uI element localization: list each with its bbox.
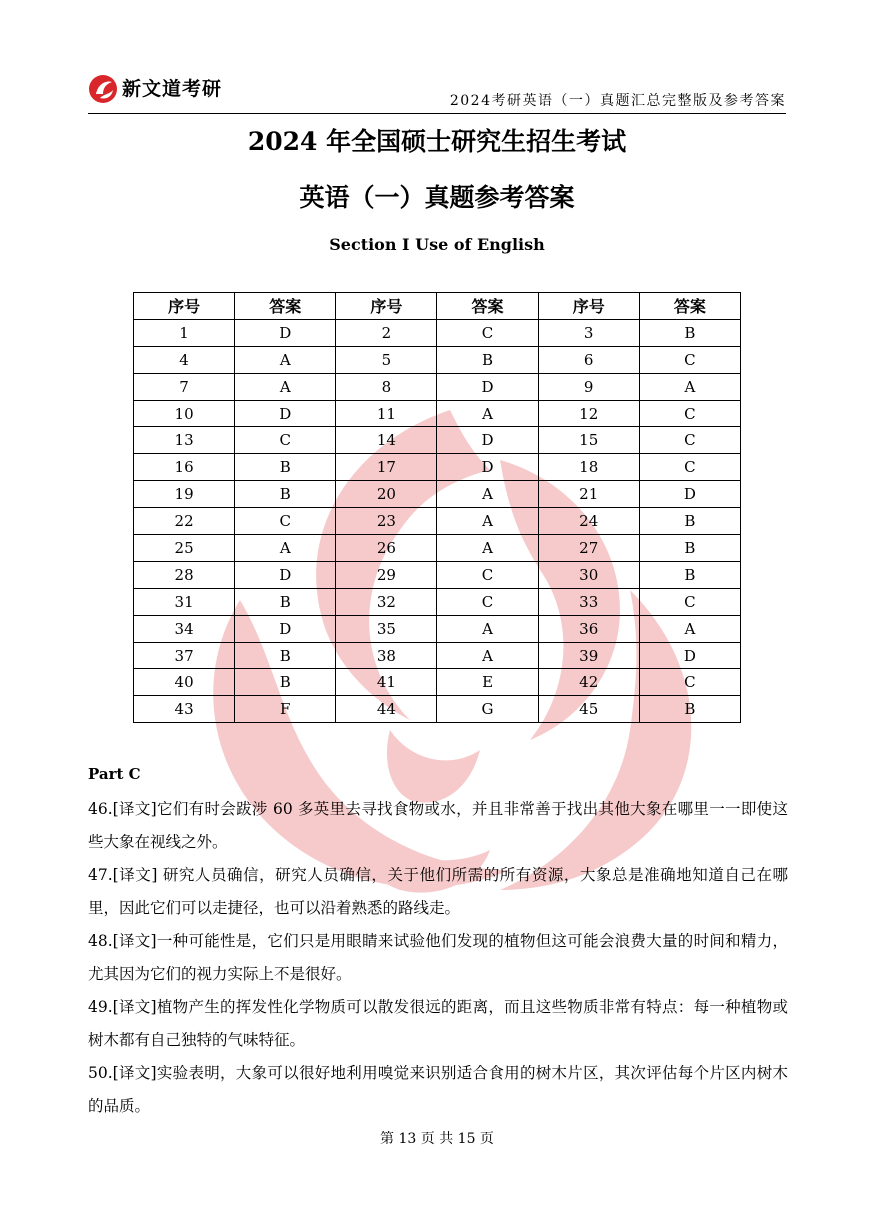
table-row <box>134 373 741 400</box>
question-number-cell: 8 <box>336 373 437 400</box>
question-number-cell: 35 <box>336 615 437 642</box>
answer-cell: D <box>235 400 336 427</box>
table-row <box>134 481 741 508</box>
answer-cell: C <box>437 561 538 588</box>
document-title: 2024考研英语（一）真题汇总完整版及参考答案 <box>449 93 786 109</box>
question-number-cell: 42 <box>538 669 639 696</box>
answer-cell: A <box>437 508 538 535</box>
answer-cell: B <box>437 346 538 373</box>
table-row <box>134 696 741 723</box>
translation-48: 48.[译文]一种可能性是，它们只是用眼睛来试验他们发现的植物但这可能会浪费大量的时间和精力，尤其因为它们的视力实际上不是很好。 <box>88 932 788 983</box>
table-row <box>134 615 741 642</box>
header-number: 序号 <box>336 293 437 320</box>
header-answer: 答案 <box>639 293 740 320</box>
question-number-cell: 7 <box>134 373 235 400</box>
answer-cell: A <box>235 346 336 373</box>
answer-cell: A <box>437 400 538 427</box>
table-header-row <box>134 293 741 320</box>
question-number-cell: 13 <box>134 427 235 454</box>
answer-cell: D <box>235 615 336 642</box>
answer-cell: A <box>437 481 538 508</box>
answer-cell: C <box>235 508 336 535</box>
answer-cell: D <box>437 427 538 454</box>
question-number-cell: 17 <box>336 454 437 481</box>
answer-cell: D <box>437 373 538 400</box>
translation-47: 47.[译文] 研究人员确信，研究人员确信，关于他们所需的所有资源，大象总是准确地知道自己在哪里，因此它们可以走捷径，也可以沿着熟悉的路线走。 <box>88 866 788 917</box>
table-row <box>134 669 741 696</box>
table-row <box>134 508 741 535</box>
question-number-cell: 29 <box>336 561 437 588</box>
brand-name: 新文道考研 <box>122 78 223 100</box>
table-row <box>134 400 741 427</box>
table-row <box>134 346 741 373</box>
question-number-cell: 27 <box>538 535 639 562</box>
table-row <box>134 427 741 454</box>
question-number-cell: 36 <box>538 615 639 642</box>
question-number-cell: 32 <box>336 588 437 615</box>
answer-cell: D <box>235 561 336 588</box>
answer-cell: B <box>235 481 336 508</box>
answer-cell: D <box>437 454 538 481</box>
page-header <box>88 70 786 114</box>
answer-cell: B <box>235 642 336 669</box>
answer-cell: A <box>437 642 538 669</box>
question-number-cell: 26 <box>336 535 437 562</box>
question-number-cell: 25 <box>134 535 235 562</box>
table-row <box>134 454 741 481</box>
answer-cell: A <box>437 535 538 562</box>
header-number: 序号 <box>134 293 235 320</box>
section-heading: Section I Use of English <box>329 235 545 254</box>
answer-cell: C <box>639 588 740 615</box>
question-number-cell: 33 <box>538 588 639 615</box>
table-row <box>134 319 741 346</box>
answer-cell: A <box>235 535 336 562</box>
question-number-cell: 1 <box>134 319 235 346</box>
answer-cell: B <box>639 561 740 588</box>
header-number: 序号 <box>538 293 639 320</box>
question-number-cell: 3 <box>538 319 639 346</box>
page-number: 第 13 页 共 15 页 <box>380 1131 494 1147</box>
answer-cell: B <box>235 588 336 615</box>
question-number-cell: 2 <box>336 319 437 346</box>
answer-cell: E <box>437 669 538 696</box>
answer-table <box>133 292 741 723</box>
question-number-cell: 22 <box>134 508 235 535</box>
answer-cell: G <box>437 696 538 723</box>
answer-cell: A <box>437 615 538 642</box>
question-number-cell: 4 <box>134 346 235 373</box>
question-number-cell: 30 <box>538 561 639 588</box>
answer-cell: D <box>235 319 336 346</box>
question-number-cell: 45 <box>538 696 639 723</box>
question-number-cell: 24 <box>538 508 639 535</box>
header-divider <box>88 113 786 114</box>
answer-cell: A <box>235 373 336 400</box>
translation-50: 50.[译文]实验表明，大象可以很好地利用嗅觉来识别适合食用的树木片区，其次评估每个片区内树木的品质。 <box>88 1064 788 1115</box>
translation-49: 49.[译文]植物产生的挥发性化学物质可以散发很远的距离，而且这些物质非常有特点：每一种植物或树木都有自己独特的气味特征。 <box>88 998 788 1049</box>
header-answer: 答案 <box>235 293 336 320</box>
answer-title: 英语（一）真题参考答案 <box>299 183 575 212</box>
question-number-cell: 43 <box>134 696 235 723</box>
answer-cell: B <box>639 508 740 535</box>
question-number-cell: 5 <box>336 346 437 373</box>
question-number-cell: 23 <box>336 508 437 535</box>
answer-cell: B <box>639 696 740 723</box>
answer-cell: B <box>639 319 740 346</box>
question-number-cell: 20 <box>336 481 437 508</box>
question-number-cell: 11 <box>336 400 437 427</box>
answer-cell: A <box>639 615 740 642</box>
answer-cell: B <box>235 669 336 696</box>
answer-cell: C <box>235 427 336 454</box>
question-number-cell: 44 <box>336 696 437 723</box>
answer-cell: C <box>639 454 740 481</box>
question-number-cell: 41 <box>336 669 437 696</box>
answer-cell: B <box>639 535 740 562</box>
answer-cell: D <box>639 642 740 669</box>
question-number-cell: 39 <box>538 642 639 669</box>
question-number-cell: 10 <box>134 400 235 427</box>
answer-cell: D <box>639 481 740 508</box>
question-number-cell: 18 <box>538 454 639 481</box>
table-row <box>134 642 741 669</box>
question-number-cell: 12 <box>538 400 639 427</box>
question-number-cell: 21 <box>538 481 639 508</box>
question-number-cell: 37 <box>134 642 235 669</box>
question-number-cell: 19 <box>134 481 235 508</box>
question-number-cell: 40 <box>134 669 235 696</box>
question-number-cell: 38 <box>336 642 437 669</box>
header-answer: 答案 <box>437 293 538 320</box>
question-number-cell: 16 <box>134 454 235 481</box>
question-number-cell: 28 <box>134 561 235 588</box>
exam-title: 2024 年全国硕士研究生招生考试 <box>247 127 627 156</box>
translation-46: 46.[译文]它们有时会跋涉 60 多英里去寻找食物或水，并且非常善于找出其他大象在哪里一一即使这些大象在视线之外。 <box>88 800 788 851</box>
answer-cell: C <box>639 346 740 373</box>
question-number-cell: 34 <box>134 615 235 642</box>
answer-cell: C <box>639 427 740 454</box>
part-c-heading: Part C <box>88 765 141 783</box>
question-number-cell: 9 <box>538 373 639 400</box>
table-row <box>134 535 741 562</box>
table-row <box>134 561 741 588</box>
question-number-cell: 15 <box>538 427 639 454</box>
answer-cell: C <box>639 669 740 696</box>
question-number-cell: 6 <box>538 346 639 373</box>
answer-cell: F <box>235 696 336 723</box>
answer-cell: B <box>235 454 336 481</box>
answer-cell: A <box>639 373 740 400</box>
table-row <box>134 588 741 615</box>
answer-cell: C <box>437 588 538 615</box>
question-number-cell: 14 <box>336 427 437 454</box>
answer-cell: C <box>437 319 538 346</box>
answer-cell: C <box>639 400 740 427</box>
question-number-cell: 31 <box>134 588 235 615</box>
